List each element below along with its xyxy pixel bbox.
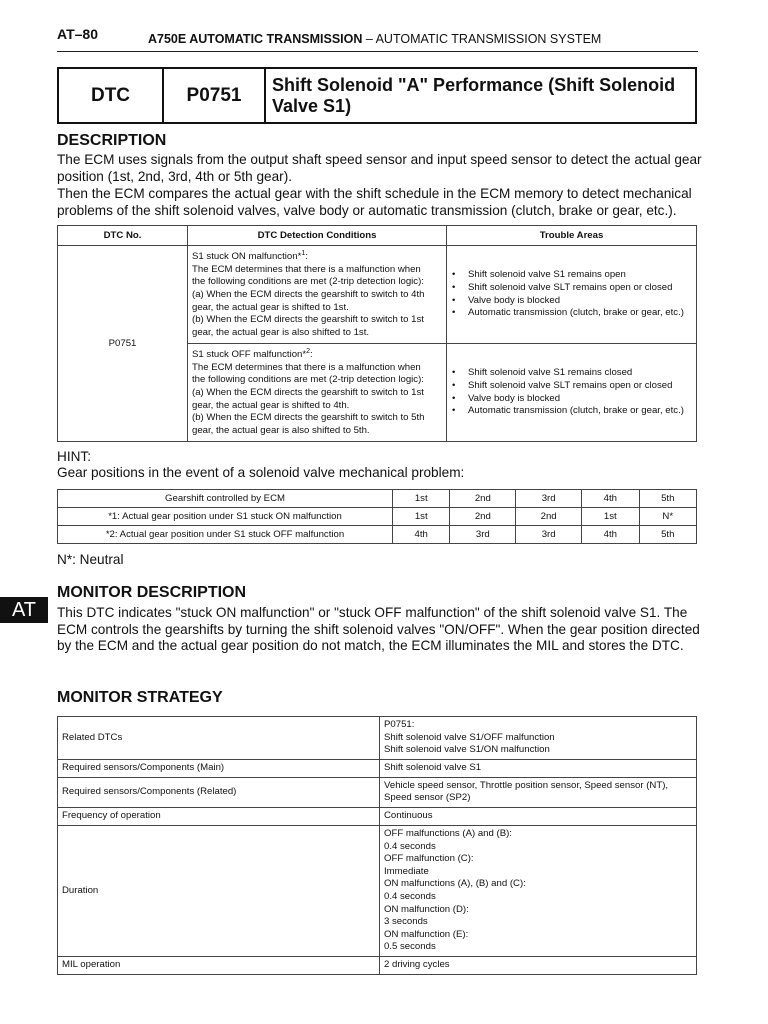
cond-line: (b) When the ECM directs the gearshift to switch to 5th xyxy=(192,412,425,424)
cond-line: the following conditions are met (2-trip detection logic): xyxy=(192,374,424,386)
table-row xyxy=(58,807,697,825)
list-item: • Valve body is blocked xyxy=(468,393,695,406)
trouble-areas-list xyxy=(448,269,695,319)
table-row xyxy=(58,825,697,956)
table-key: Duration xyxy=(58,825,380,956)
value-line: 3 seconds xyxy=(384,916,428,928)
table-key: Related DTCs xyxy=(58,717,380,760)
page-number: AT–80 xyxy=(57,26,98,42)
value-line: Shift solenoid valve S1 xyxy=(384,761,482,773)
table-cell: 1st xyxy=(582,508,639,526)
table-cell: 4th xyxy=(582,490,639,508)
table-value xyxy=(380,777,697,807)
value-line: 0.4 seconds xyxy=(384,890,436,902)
table-row xyxy=(58,777,697,807)
list-item: • Valve body is blocked xyxy=(468,295,695,308)
cond-line: gear, the actual gear is also shifted to 1st. xyxy=(192,326,370,338)
table-row xyxy=(58,759,697,777)
table-cell: Gearshift controlled by ECM xyxy=(58,490,393,508)
list-item: • Shift solenoid valve SLT remains open or closed xyxy=(468,282,695,295)
description-p1: The ECM uses signals from the output shaft speed sensor and input speed sensor to detect the actual gear position (1st, 2nd, 3rd, 4th or 5th gear). xyxy=(57,152,702,184)
table-value xyxy=(380,956,697,974)
dtc-detection-table xyxy=(57,225,697,442)
dtc-title: Shift Solenoid "A" Performance (Shift Solenoid Valve S1) xyxy=(272,74,676,116)
col-header-trouble-areas: Trouble Areas xyxy=(447,226,697,246)
cond-colon: : xyxy=(310,349,313,361)
monitor-description-heading: MONITOR DESCRIPTION xyxy=(57,584,247,601)
description-p2: Then the ECM compares the actual gear with the shift schedule in the ECM memory to detect mechanical problems of the shift solenoid valves, valve body or automatic transmission (clutch, brake or gear, etc.). xyxy=(57,186,692,218)
value-line: Vehicle speed sensor, Throttle position sensor, Speed sensor (NT), Speed sensor (SP2) xyxy=(384,779,669,804)
table-value xyxy=(380,759,697,777)
table-cell: 2nd xyxy=(450,508,516,526)
cond-line: gear, the actual gear is shifted to 4th. xyxy=(192,399,350,411)
table-cell: *1: Actual gear position under S1 stuck ON malfunction xyxy=(58,508,393,526)
cond-sup: 1 xyxy=(301,250,306,257)
cond-line: gear, the actual gear is shifted to 1st. xyxy=(192,301,349,313)
cond-line: The ECM determines that there is a malfunction when xyxy=(192,263,421,275)
table-cell: 3rd xyxy=(516,490,582,508)
dtc-title-box xyxy=(57,67,697,124)
value-line: ON malfunction (D): xyxy=(384,903,469,915)
table-row xyxy=(58,508,697,526)
table-cell: 5th xyxy=(639,490,697,508)
col-header-detection: DTC Detection Conditions xyxy=(188,226,447,246)
value-line: Immediate xyxy=(384,865,429,877)
cond-line: (a) When the ECM directs the gearshift to switch to 4th xyxy=(192,288,425,300)
table-key: Frequency of operation xyxy=(58,807,380,825)
header-title-rest: – AUTOMATIC TRANSMISSION SYSTEM xyxy=(365,32,602,46)
cond-line: The ECM determines that there is a malfunction when xyxy=(192,361,421,373)
dtc-label: DTC xyxy=(59,69,164,122)
list-item: • Shift solenoid valve S1 remains open xyxy=(468,269,695,282)
table-cell: 1st xyxy=(393,490,450,508)
trouble-areas-cell xyxy=(447,344,697,442)
value-line: 0.5 seconds xyxy=(384,941,436,953)
section-tab-at: AT xyxy=(0,597,48,623)
cond-title: S1 stuck ON malfunction* xyxy=(192,251,302,263)
trouble-areas-cell xyxy=(447,246,697,344)
table-cell: 3rd xyxy=(450,526,516,544)
value-line: 2 driving cycles xyxy=(384,959,450,971)
table-cell: 4th xyxy=(393,526,450,544)
header-rule xyxy=(57,51,698,52)
col-header-dtc-no: DTC No. xyxy=(58,226,188,246)
table-cell: 3rd xyxy=(516,526,582,544)
table-row xyxy=(58,490,697,508)
value-line: ON malfunction (E): xyxy=(384,928,469,940)
detection-cell xyxy=(188,344,447,442)
value-line: OFF malfunction (C): xyxy=(384,853,474,865)
trouble-areas-list xyxy=(448,367,695,417)
table-row xyxy=(58,956,697,974)
monitor-strategy-heading: MONITOR STRATEGY xyxy=(57,689,223,706)
neutral-note: N*: Neutral xyxy=(57,552,124,567)
cond-title: S1 stuck OFF malfunction* xyxy=(192,349,307,361)
monitor-strategy-table xyxy=(57,716,697,975)
table-key: MIL operation xyxy=(58,956,380,974)
table-cell: 2nd xyxy=(450,490,516,508)
table-key: Required sensors/Components (Related) xyxy=(58,777,380,807)
dtc-code: P0751 xyxy=(164,69,266,122)
cond-line: the following conditions are met (2-trip detection logic): xyxy=(192,276,424,288)
value-line: ON malfunctions (A), (B) and (C): xyxy=(384,878,526,890)
table-cell: *2: Actual gear position under S1 stuck OFF malfunction xyxy=(58,526,393,544)
table-key: Required sensors/Components (Main) xyxy=(58,759,380,777)
header-title-bold: A750E AUTOMATIC TRANSMISSION xyxy=(148,32,363,46)
table-cell: 4th xyxy=(582,526,639,544)
value-line: OFF malfunctions (A) and (B): xyxy=(384,827,512,839)
list-item: • Shift solenoid valve S1 remains closed xyxy=(468,367,695,380)
list-item: • Automatic transmission (clutch, brake or gear, etc.) xyxy=(468,307,695,320)
monitor-description-text: This DTC indicates "stuck ON malfunction" or "stuck OFF malfunction" of the shift solenoid valve S1. The ECM controls the gearshifts by turning the shift solenoid valves "ON/OFF". When the gear position directed by the ECM and the actual gear position do not match, the ECM illuminates the MIL and stores the DTC. xyxy=(57,605,700,654)
description-heading: DESCRIPTION xyxy=(57,132,167,149)
value-line: Shift solenoid valve S1/OFF malfunction xyxy=(384,731,555,743)
table-cell: 2nd xyxy=(516,508,582,526)
cond-colon: : xyxy=(305,251,308,263)
cond-line: gear, the actual gear is also shifted to 5th. xyxy=(192,424,370,436)
list-item: • Automatic transmission (clutch, brake or gear, etc.) xyxy=(468,405,695,418)
dtc-no-cell: P0751 xyxy=(58,246,188,442)
cond-sup: 2 xyxy=(306,348,311,355)
value-line: Shift solenoid valve S1/ON malfunction xyxy=(384,744,550,756)
table-cell: 1st xyxy=(393,508,450,526)
table-cell: 5th xyxy=(639,526,697,544)
table-value xyxy=(380,825,697,956)
cond-line: (a) When the ECM directs the gearshift to switch to 1st xyxy=(192,386,424,398)
value-line: 0.4 seconds xyxy=(384,840,436,852)
gear-position-table xyxy=(57,489,697,544)
value-line: P0751: xyxy=(384,719,415,730)
cond-line: (b) When the ECM directs the gearshift to switch to 1st xyxy=(192,314,424,326)
value-line: Continuous xyxy=(384,810,433,822)
detection-cell xyxy=(188,246,447,344)
table-value xyxy=(380,807,697,825)
table-value xyxy=(380,717,697,760)
table-row xyxy=(58,526,697,544)
table-cell: N* xyxy=(639,508,697,526)
hint-label: HINT: xyxy=(57,449,91,464)
table-row xyxy=(58,717,697,760)
header-title xyxy=(148,32,601,46)
list-item: • Shift solenoid valve SLT remains open or closed xyxy=(468,380,695,393)
hint-text: Gear positions in the event of a solenoid valve mechanical problem: xyxy=(57,465,465,480)
